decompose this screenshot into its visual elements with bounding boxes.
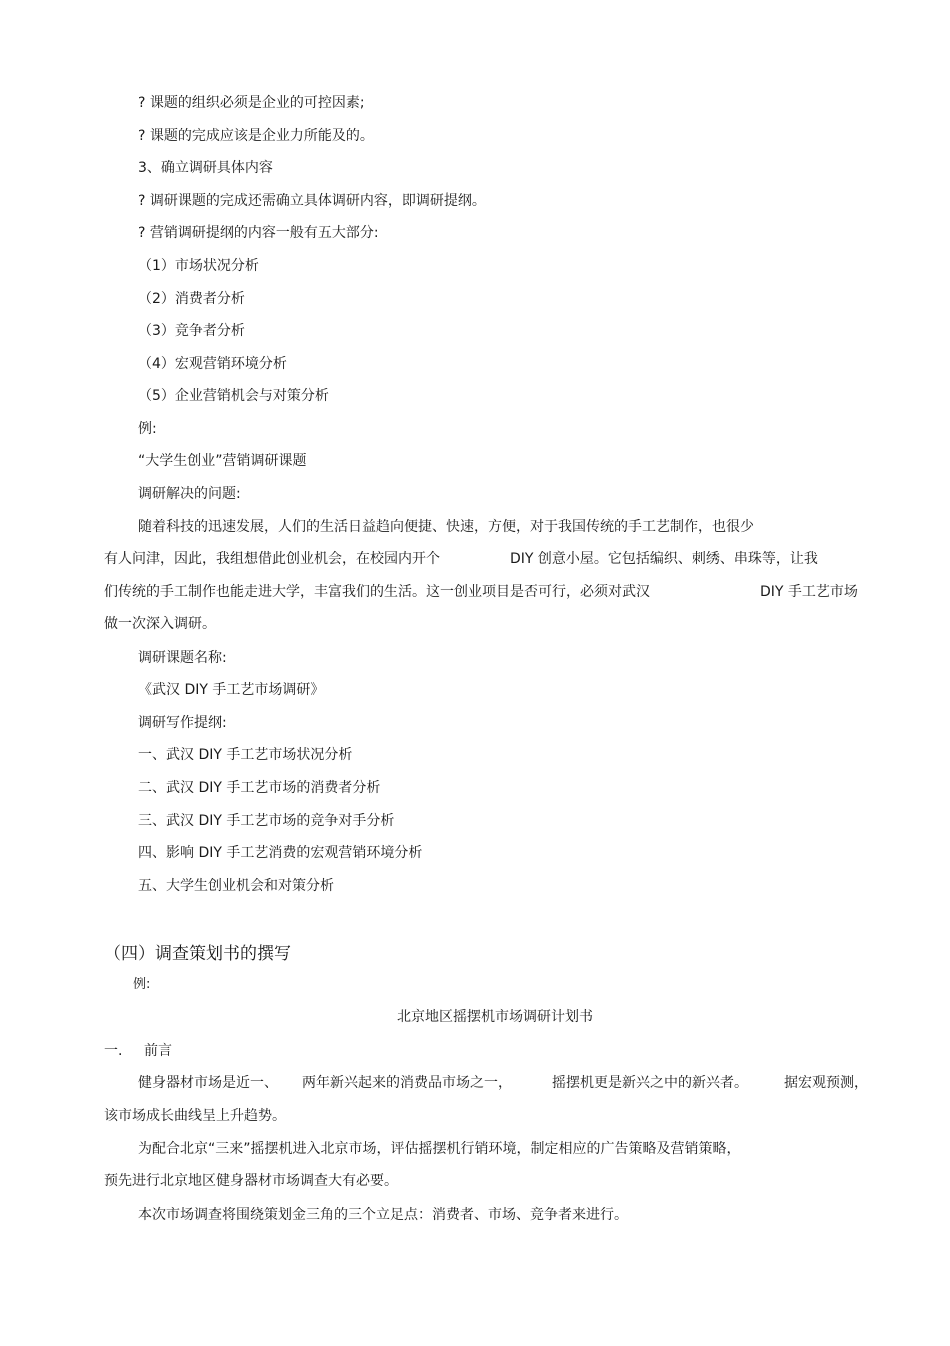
paragraph-line: 本次市场调查将围绕策划金三角的三个立足点：消费者、市场、竞争者来进行。 [138,1207,628,1223]
paragraph-line: 随着科技的迅速发展，人们的生活日益趋向便捷、快速，方便，对于我国传统的手工艺制作，也很少 [138,519,754,535]
text-line: 调研写作提纲: [138,715,227,731]
outline-item: 一、武汉 DIY 手工艺市场状况分析 [138,747,353,763]
paragraph-line: 有人问津，因此，我组想借此创业机会，在校园内开个 [104,551,440,567]
example-label: 例: [138,421,157,437]
bullet-line: ? 调研课题的完成还需确立具体调研内容，即调研提纲。 [138,193,486,209]
example-label: 例: [133,977,151,992]
bullet-line: ? 课题的组织必须是企业的可控因素; [138,95,365,111]
paragraph-line: 据宏观预测， [784,1075,868,1091]
example-title: “大学生创业”营销调研课题 [138,453,307,469]
section-title: 前言 [144,1043,172,1059]
paragraph-line: 该市场成长曲线呈上升趋势。 [104,1108,286,1124]
paragraph-line: DIY 手工艺市场 [760,584,858,600]
plan-title: 北京地区摇摆机市场调研计划书 [397,1009,593,1025]
paragraph-line: 预先进行北京地区健身器材市场调查大有必要。 [104,1173,398,1189]
bullet-line: ? 营销调研提纲的内容一般有五大部分: [138,225,379,241]
bullet-line: ? 课题的完成应该是企业力所能及的。 [138,128,374,144]
text-line: 调研解决的问题: [138,486,241,502]
list-item: （3）竞争者分析 [138,323,245,339]
list-item: （2）消费者分析 [138,291,245,307]
outline-item: 五、大学生创业机会和对策分析 [138,878,334,894]
paragraph-line: 健身器材市场是近一、 [138,1075,278,1091]
section-number: 一. [104,1043,123,1059]
outline-item: 四、影响 DIY 手工艺消费的宏观营销环境分析 [138,845,423,861]
section-heading: （四）调查策划书的撰写 [104,944,291,964]
paragraph-line: DIY 创意小屋。它包括编织、刺绣、串珠等，让我 [510,551,818,567]
list-item: （4）宏观营销环境分析 [138,356,287,372]
paragraph-line: 们传统的手工制作也能走进大学，丰富我们的生活。这一创业项目是否可行，必须对武汉 [104,584,650,600]
text-line: 调研课题名称: [138,650,227,666]
outline-item: 三、武汉 DIY 手工艺市场的竞争对手分析 [138,813,395,829]
list-item: （5）企业营销机会与对策分析 [138,388,329,404]
text-line: 《武汉 DIY 手工艺市场调研》 [138,682,325,698]
paragraph-line: 摇摆机更是新兴之中的新兴者。 [552,1075,748,1091]
subheading: 3、确立调研具体内容 [138,160,273,176]
outline-item: 二、武汉 DIY 手工艺市场的消费者分析 [138,780,381,796]
paragraph-line: 两年新兴起来的消费品市场之一， [302,1075,512,1091]
paragraph-line: 做一次深入调研。 [104,616,216,632]
list-item: （1）市场状况分析 [138,258,259,274]
paragraph-line: 为配合北京“三来”摇摆机进入北京市场，评估摇摆机行销环境，制定相应的广告策略及营销策略， [138,1141,741,1157]
